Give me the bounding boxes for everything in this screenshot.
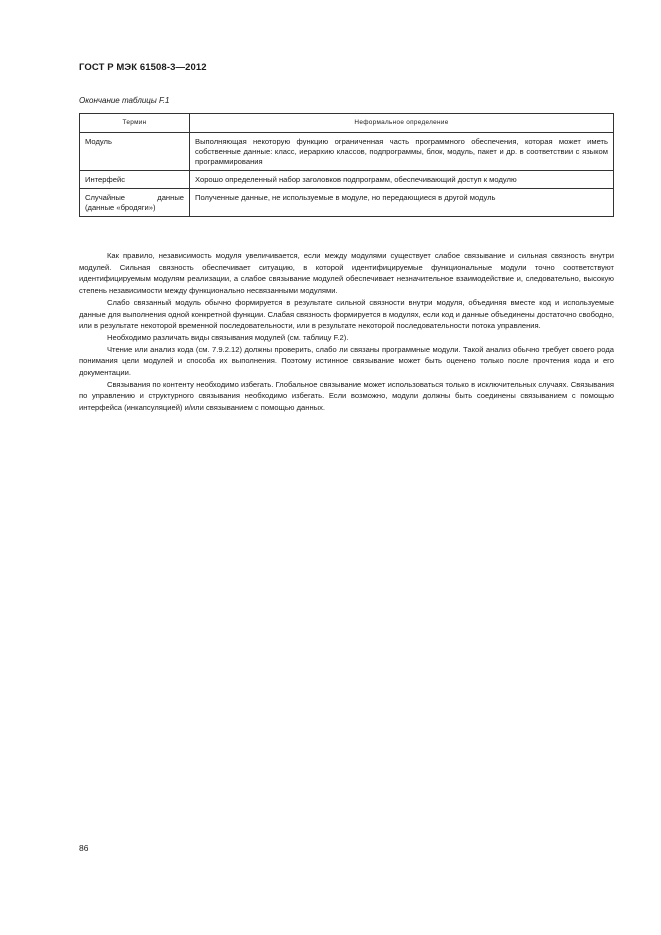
- page-number: 86: [79, 843, 89, 853]
- table-row: [80, 189, 614, 217]
- document-header: ГОСТ Р МЭК 61508-3—2012: [79, 62, 207, 73]
- table-caption: Окончание таблицы F.1: [79, 96, 170, 105]
- term-cell: Случайные данные (данные «бродяги»): [80, 189, 190, 217]
- definition-cell: Хорошо определенный набор заголовков подпрограмм, обеспечивающий доступ к модулю: [190, 171, 614, 189]
- column-header-term: Термин: [80, 114, 190, 133]
- paragraph: Необходимо различать виды связывания модулей (см. таблицу F.2).: [107, 332, 349, 342]
- paragraph: Слабо связанный модуль обычно формируется в результате сильной связности внутри модуля, объединяя вместе код и используемые данные для выполнения одной конкретной функции. Слабая связность формируется в модулях, если код и данные объединены достаточно свободно, или в результате некоторой временной последовательности, или в результате некоторой последовательности потока управления.: [79, 297, 614, 331]
- table-row: [80, 133, 614, 171]
- definition-cell: Выполняющая некоторую функцию ограниченная часть программного обеспечения, которая может иметь собственные данные: класс, иерархию классов, подпрограммы, блок, модуль, пакет и др. в соответствии с языком программирования: [190, 133, 614, 171]
- paragraph: Чтение или анализ кода (см. 7.9.2.12) должны проверить, слабо ли связаны программные модули. Такой анализ обычно требует своего рода понимания цели модулей и способа их выполнения. Поэтому истинное связывание может быть оценено только после прочтения кода и его документации.: [79, 344, 614, 378]
- paragraph: Связывания по контенту необходимо избегать. Глобальное связывание может использоваться только в исключительных случаях. Связывания по управлению и структурного связывания необходимо избегать. Если возможно, модули должны быть соединены связыванием с помощью интерфейса (инкапсуляцией) и/или связыванием с помощью данных.: [79, 379, 614, 413]
- body-text: [79, 250, 614, 414]
- column-header-definition: Неформальное определение: [190, 114, 614, 133]
- definitions-table: [79, 113, 614, 217]
- term-cell: Модуль: [80, 133, 190, 171]
- paragraph: Как правило, независимость модуля увеличивается, если между модулями существует слабое связывание и сильная связность внутри модулей. Сильная связность обеспечивает ситуацию, в которой идентифицируемые функциональные модули точно соответствуют идентифицируемым модулям реализации, а слабое связывание модулей обеспечивает незначительное взаимодействие и, следовательно, высокую степень независимости между функционально несвязанными модулями.: [79, 251, 614, 296]
- definition-cell: Полученные данные, не используемые в модуле, но передающиеся в другой модуль: [190, 189, 614, 217]
- table-row: [80, 171, 614, 189]
- term-cell: Интерфейс: [80, 171, 190, 189]
- table-header-row: [80, 114, 614, 133]
